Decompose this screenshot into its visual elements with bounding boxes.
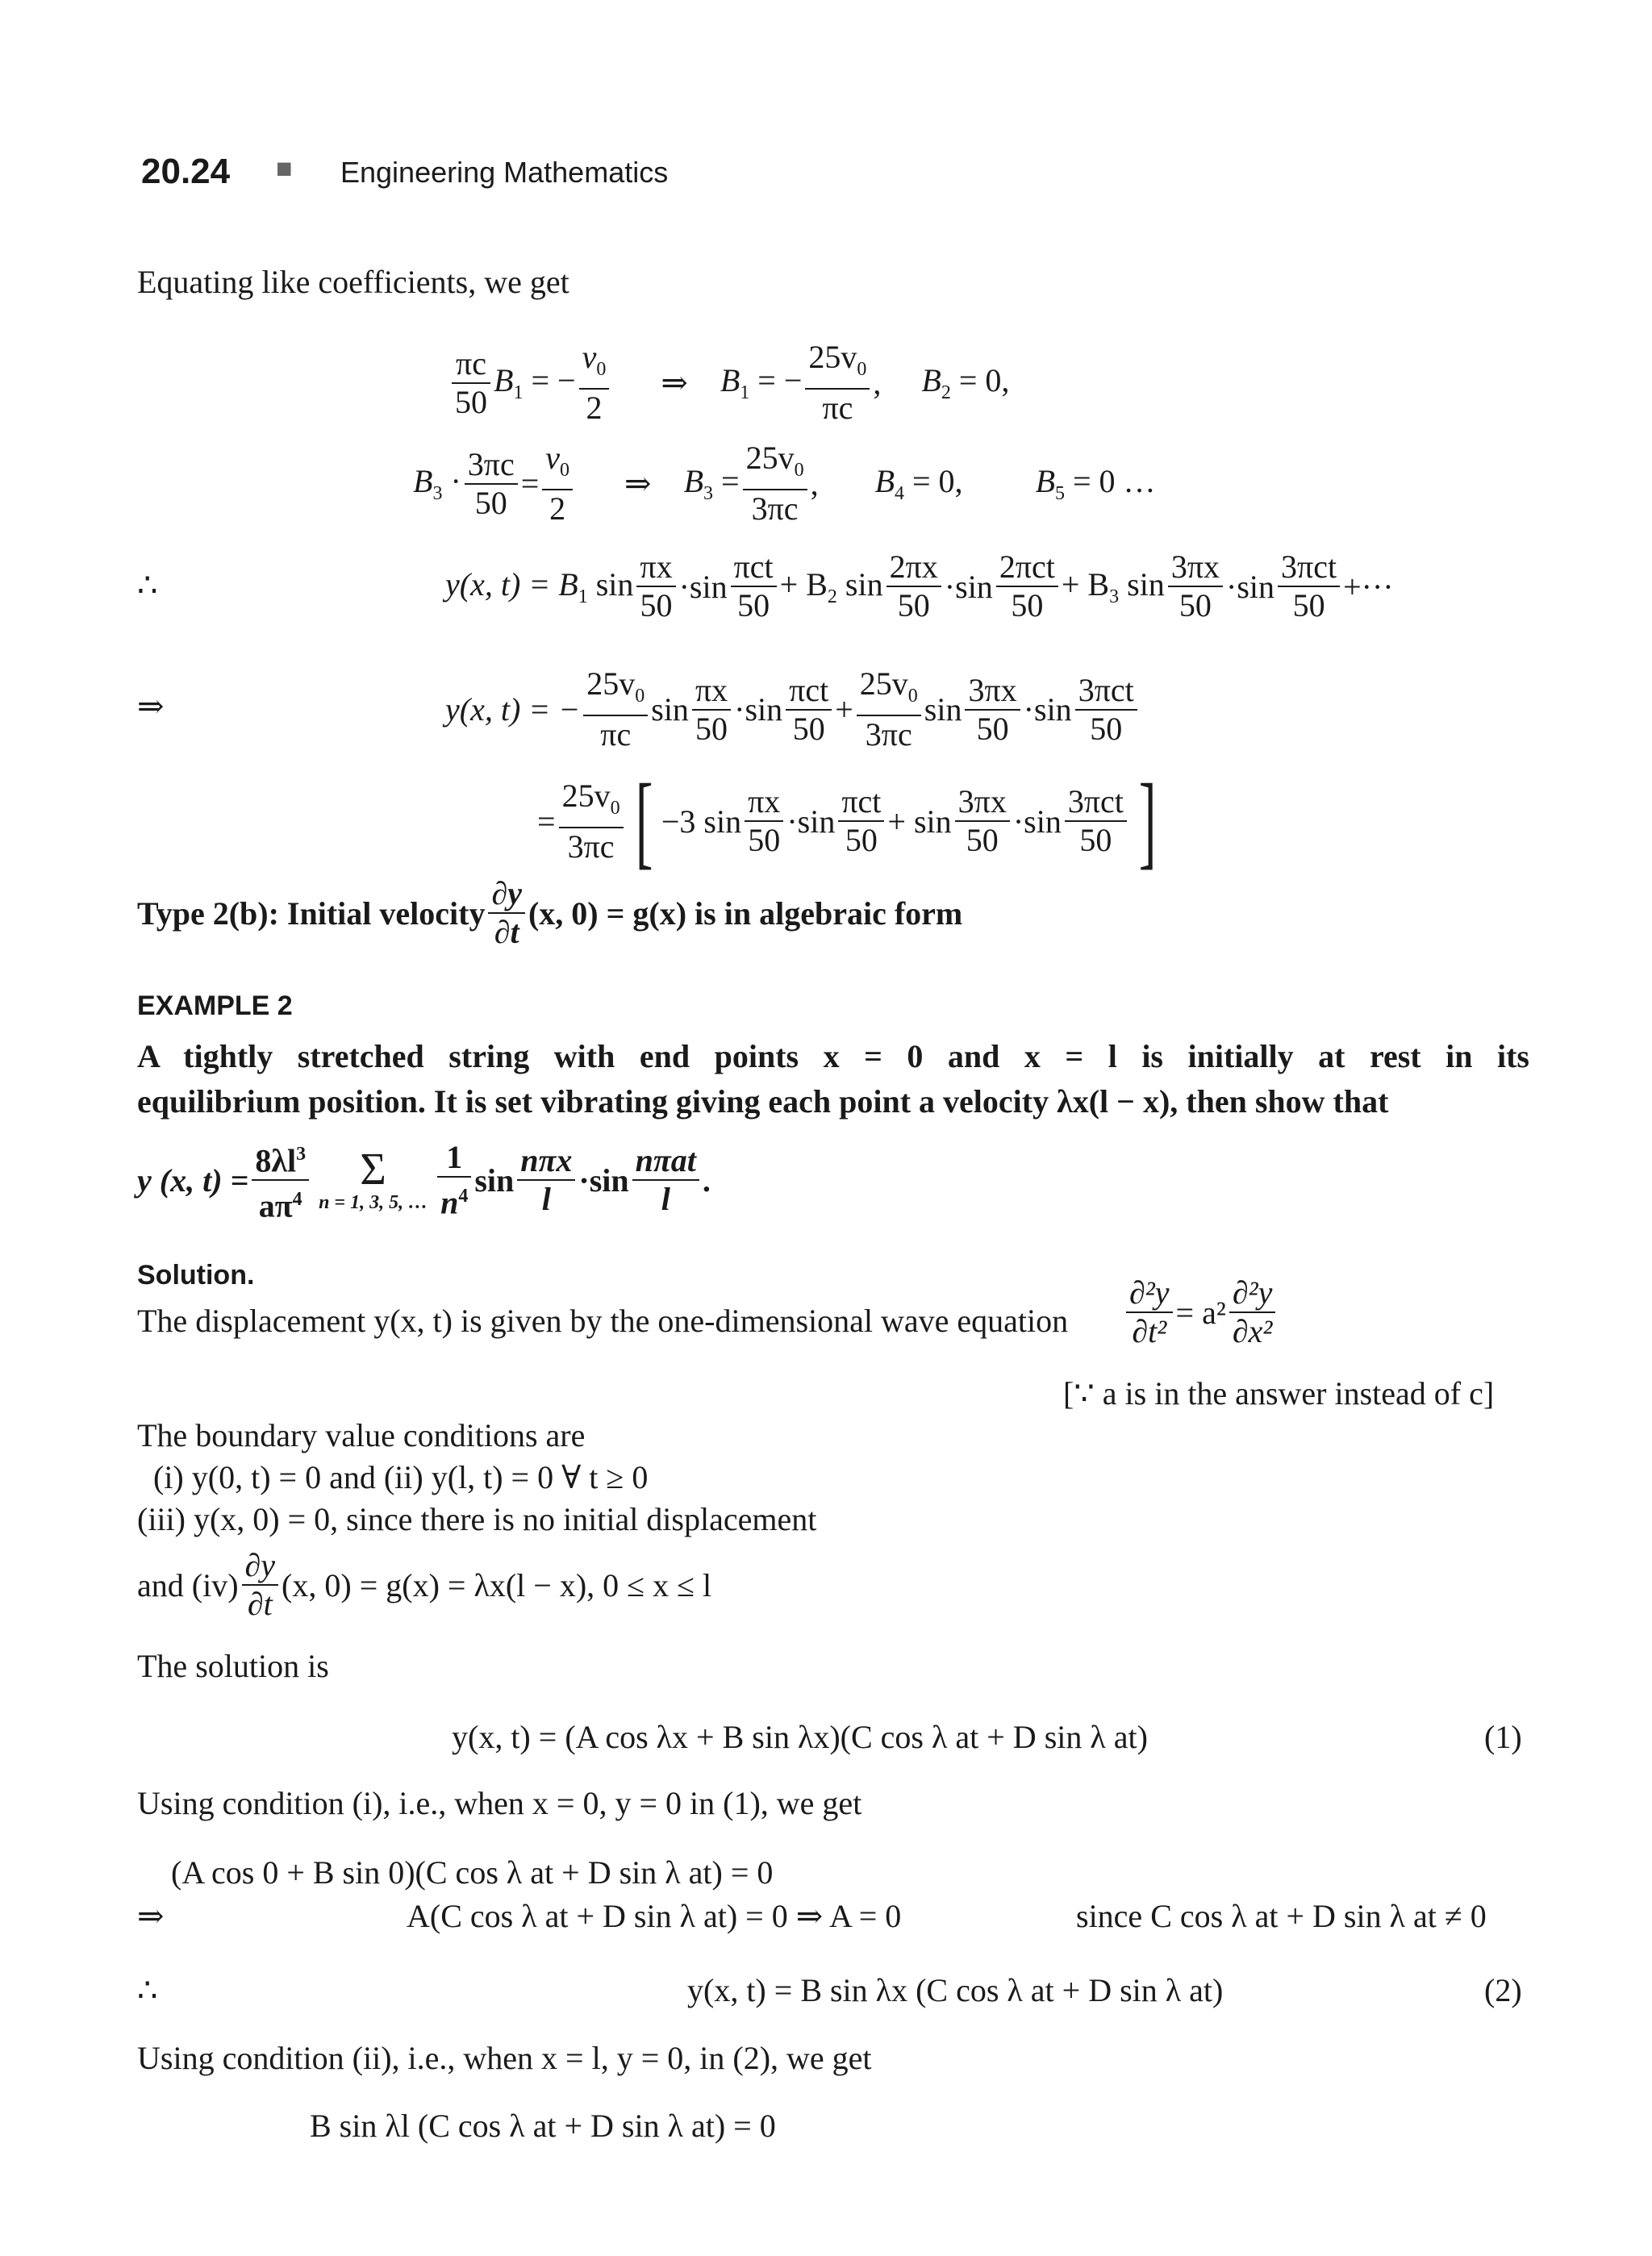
frac-den: 3πc [751,490,799,527]
coef-row-1 [448,339,1009,427]
eq: = [520,465,540,502]
v: v [582,339,597,375]
frac-num: 8λl [255,1142,297,1179]
sub: 0 [610,797,620,819]
sin: sin [1127,565,1165,603]
frac-num: nπat [632,1142,699,1181]
sigma-sub: n = 1, 3, 5, … [319,1191,428,1213]
frac-den: 50 [695,710,728,747]
frac-num: πct [838,783,884,822]
bvc-intro: The boundary value conditions are [137,1417,586,1453]
dot: · [678,568,690,605]
equation-1-tag: (1) [1484,1719,1522,1755]
tail: +··· [1343,568,1394,605]
intro-text: Equating like coefficients, we get [137,264,569,300]
cond-iv-rest: (x, 0) = g(x) = λx(l − x), 0 ≤ x ≤ l [282,1566,712,1603]
solution-line-wave: The displacement y(x, t) is given by the one-dimensional wave equation [137,1303,1069,1339]
frac-den: 50 [845,822,878,858]
frac-den: 50 [966,822,999,858]
plus-sin: + sin [887,803,952,840]
frac-num: 3πc [465,446,518,485]
frac-den: ∂t² [1132,1313,1167,1349]
left-bracket: [ [635,763,653,879]
frac-den: πc [822,390,853,426]
var-B: B [874,463,895,499]
cond-iv-prefix: and (iv) [137,1566,239,1603]
frac-den: ∂t [494,914,519,950]
example-formula [137,1136,711,1225]
equation-1: y(x, t) = (A cos λx + B sin λx)(C cos λ at + D sin λ at) [452,1719,1148,1755]
lhs: y(x, t) = − [445,691,581,728]
sub: 0 [857,359,867,380]
sub: 3 [1109,586,1120,607]
plus-b: + B [779,565,828,603]
frac-den: 50 [474,484,507,521]
dot: · [786,803,798,840]
frac-num: πx [636,548,675,587]
var-B: B [1035,463,1055,499]
var-B: B [720,362,740,398]
frac-den: 50 [897,587,930,623]
frac-den: aπ [258,1187,293,1224]
frac-num: πx [692,672,731,711]
frac-num: 1 [437,1139,471,1178]
dot: · [944,568,956,605]
sin: sin [595,565,634,603]
cond-iv [137,1547,711,1623]
implies-symbol: ⇒ [624,465,652,502]
frac-den: 50 [1011,587,1044,623]
var-B: B [413,463,433,499]
right-bracket: ] [1138,763,1157,879]
lhs: y(x, t) = B [445,565,578,603]
frac-num: 2πx [886,548,941,587]
equation-2: y(x, t) = B sin λx (C cos λ at + D sin λ at) [687,1972,1224,2008]
sub: 3 [432,483,443,504]
series-equation [445,548,1394,624]
frac-den: 2 [549,490,566,527]
frac-num: 25v [561,777,611,814]
frac-den: 50 [640,587,673,623]
sup: 4 [458,1186,469,1207]
frac-den: 50 [1179,587,1212,623]
frac-num: 3πct [1065,783,1127,822]
neg3-sin: −3 sin [661,803,742,840]
sub: 1 [578,586,588,607]
frac-den: 50 [792,710,825,747]
v: v [545,440,561,476]
eq: = [721,463,740,499]
dot: · [734,691,745,728]
frac-num: ∂²y [1126,1274,1173,1313]
sub: 0 [794,460,804,481]
frac-num: ∂²y [1229,1274,1276,1313]
sub: 3 [703,483,713,504]
implies-symbol: ⇒ [137,688,165,724]
frac-num: 25v [745,440,795,476]
sin: sin [1034,691,1072,728]
square-icon: ■ [276,153,293,184]
sub: 0 [560,460,570,481]
sub: 2 [941,382,951,403]
step-c: B sin λl (C cos λ at + D sin λ at) = 0 [310,2108,776,2144]
frac-den: 50 [1079,822,1112,858]
sin: sin [924,691,962,728]
sup: 4 [292,1189,302,1211]
frac-num: 3πct [1278,548,1340,587]
cond-iii: (iii) y(x, 0) = 0, since there is no initial displacement [137,1501,817,1537]
eq: = [537,803,556,840]
frac-num: 3πx [1168,548,1223,587]
dot: · [1023,691,1034,728]
cond-i-ii: (i) y(0, t) = 0 and (ii) y(l, t) = 0 ∀ t ≥ 0 [153,1459,649,1495]
frac-den: 3πc [865,716,912,753]
eq-neg: = − [757,362,803,398]
step-b: A(C cos λ at + D sin λ at) = 0 ⇒ A = 0 [407,1898,902,1934]
frac-den: ∂x² [1232,1313,1273,1349]
note: [∵ a is in the answer instead of c] [1063,1375,1495,1412]
page-number: 20.24 [141,152,231,191]
frac-num: ∂y [488,875,525,914]
sin: sin [474,1161,515,1199]
sub: 0 [596,359,607,380]
frac-den: 50 [1090,710,1123,747]
frac-den: 50 [455,383,487,420]
frac-num: 25v [808,339,857,375]
solution-label: Solution. [137,1260,255,1291]
sin: sin [955,568,993,605]
equation-2-tag: (2) [1484,1972,1522,2008]
value: = 0, [912,463,963,499]
step-a: (A cos 0 + B sin 0)(C cos λ at + D sin λ at) = 0 [171,1854,774,1891]
type-heading [137,875,962,951]
frac-den: 50 [976,710,1009,747]
sub: 5 [1055,483,1065,504]
sin: sin [1237,568,1275,605]
eq-neg: = − [531,362,576,398]
frac-den: ∂t [247,1586,273,1622]
frac-den: l [661,1181,670,1218]
solution-line-1 [445,665,1141,753]
sin: sin [589,1161,629,1199]
sub: 2 [827,586,837,607]
plus: + [835,691,853,728]
wave-equation [1123,1274,1279,1350]
frac-den: 3πc [567,828,615,865]
var-B: B [921,362,941,398]
step-b-note: since C cos λ at + D sin λ at ≠ 0 [1076,1898,1487,1934]
solution-line-2 [537,763,1165,879]
dot: · [450,463,461,499]
frac-num: ∂y [242,1547,279,1586]
frac-num: 3πct [1075,672,1137,711]
sub: 1 [740,382,750,403]
frac-den: 50 [737,587,770,623]
frac-den: l [541,1181,551,1218]
using-condition-i: Using condition (i), i.e., when x = 0, y = 0 in (1), we get [137,1785,862,1821]
frac-den: 50 [748,822,781,858]
implies-symbol-2: ⇒ [137,1898,165,1934]
heading-prefix: Type 2(b): Initial velocity [137,894,486,932]
dot: · [1226,568,1237,605]
frac-num: 25v [586,665,636,702]
frac-num: 3πx [955,783,1010,822]
frac-num: nπx [517,1142,575,1181]
comma: , [873,365,882,401]
dot: · [1012,803,1024,840]
sin: sin [745,691,783,728]
frac-den: n [440,1184,459,1221]
frac-num: πct [786,672,832,711]
comma: , [810,465,819,502]
using-condition-ii: Using condition (ii), i.e., when x = l, y = 0, in (2), we get [137,2040,872,2076]
frac-num: 3πx [965,672,1020,711]
frac-den: πc [600,716,632,753]
frac-den: 50 [1292,587,1325,623]
therefore-symbol-2: ∴ [137,1972,158,2008]
sub: 0 [907,686,918,707]
book-title: Engineering Mathematics [340,156,669,189]
frac-num: πx [745,783,783,822]
solution-is: The solution is [137,1648,329,1684]
frac-num: 2πct [996,548,1058,587]
eq: = a² [1175,1294,1226,1331]
sin: sin [797,803,836,840]
sin: sin [1024,803,1062,840]
frac-num: 25v [859,665,908,702]
sigma: Σ [360,1144,386,1195]
sin: sin [689,568,728,605]
sub: 1 [513,382,524,403]
heading-suffix: (x, 0) = g(x) is in algebraic form [528,894,963,932]
sub: 4 [895,483,904,504]
sub: 0 [635,686,645,707]
coef-row-2 [413,440,1156,528]
plus-b: + B [1061,565,1110,603]
example-line-1: A tightly stretched string with end points x = 0 and x = l is initially at rest in its [137,1038,1529,1074]
frac-num: πct [731,548,777,587]
sin: sin [845,565,883,603]
value: = 0 … [1073,463,1156,499]
var-B: B [494,362,514,398]
sup: 3 [296,1144,307,1165]
period: . [702,1161,711,1199]
dot: · [578,1161,590,1199]
frac-num: πc [452,345,490,384]
example-label: EXAMPLE 2 [137,990,293,1021]
example-line-2: equilibrium position. It is set vibrating giving each point a velocity λx(l − x), then show that [137,1083,1389,1120]
var-B: B [683,463,703,499]
lhs: y (x, t) = [137,1161,249,1199]
sin: sin [651,691,689,728]
implies-symbol: ⇒ [661,365,688,401]
value: = 0, [958,362,1010,398]
frac-den: 2 [586,390,603,426]
therefore-symbol: ∴ [137,567,158,603]
